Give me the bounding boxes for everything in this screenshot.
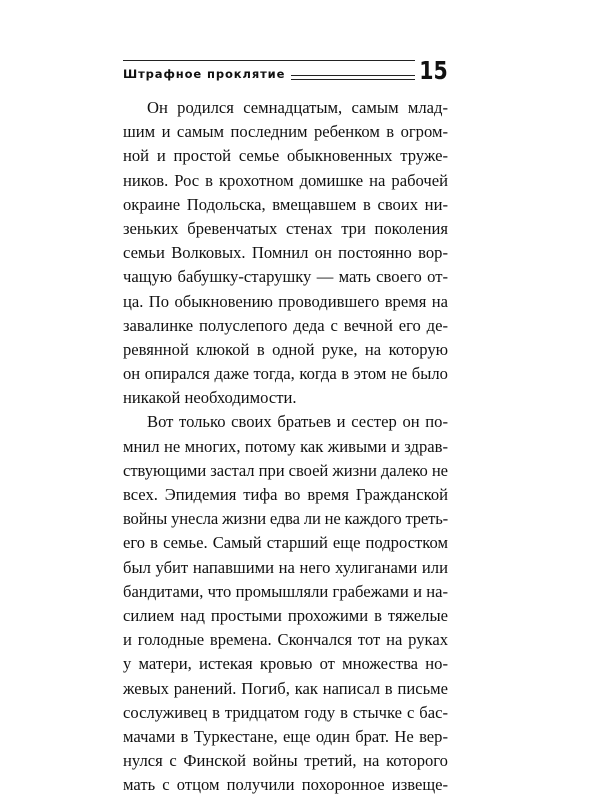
- text-line: ствующими застал при своей жизни далеко не: [123, 460, 448, 480]
- text-line: Он родился семнадцатым, самым млад-: [147, 98, 448, 117]
- text-line: мачами в Туркестане, еще один брат. Не вер-: [123, 726, 448, 746]
- text-line: ревянной клюкой в одной руке, на которую: [123, 339, 449, 359]
- text-line: никакой необходимости.: [123, 388, 297, 408]
- text-line: ца. По обыкновению проводившего время на: [123, 291, 448, 311]
- text-line: он опирался даже тогда, когда в этом не было: [123, 364, 448, 384]
- text-line: Вот только своих братьев и сестер он по-: [147, 412, 448, 432]
- text-line: окраине Подольска, вмещавшем в своих ни-: [123, 194, 448, 214]
- page-number: 15: [419, 56, 448, 85]
- text-line: войны унесла жизни едва ли не каждого треть-: [123, 509, 448, 529]
- text-line: чащую бабушку-старушку — мать своего от-: [123, 267, 449, 287]
- text-line: зеньких бревенчатых стенах три поколения: [123, 218, 449, 238]
- text-line: мнил не многих, потому как живыми и здрав-: [123, 436, 448, 456]
- header-rule-top: [123, 60, 415, 61]
- text-line: бандитами, что промышляли грабежами и на-: [123, 581, 449, 601]
- running-header: [123, 58, 448, 88]
- running-title: Штрафное проклятие: [123, 67, 291, 81]
- text-line: у матери, истекая кровью от множества но-: [123, 654, 448, 674]
- text-line: жевых ранений. Погиб, как написал в письме: [123, 678, 449, 698]
- text-line: шим и самым последним ребенком в огром-: [123, 122, 448, 142]
- text-line: сослуживец в тридцатом году в стычке с бас-: [123, 702, 448, 722]
- text-line: силием над простыми прохожими в тяжелые: [123, 605, 448, 625]
- text-line: всех. Эпидемия тифа во время Гражданской: [123, 485, 448, 504]
- text-line: и голодные времена. Скончался тот на руках: [123, 630, 449, 650]
- text-line: завалинке полуслепого деда с вечной его де-: [123, 315, 448, 335]
- body-text: [123, 96, 448, 797]
- text-line: ников. Рос в крохотном домишке на рабочей: [123, 170, 448, 190]
- text-line: его в семье. Самый старший еще подростком: [123, 533, 449, 553]
- text-line: был убит напавшими на него хулиганами или: [123, 557, 448, 577]
- text-line: мать с отцом получили похоронное извеще-: [123, 775, 449, 795]
- text-line: семьи Волковых. Помнил он постоянно вор-: [123, 243, 448, 263]
- text-line: нулся с Финской войны третий, на которого: [123, 751, 448, 771]
- text-line: ной и простой семье обыкновенных труже-: [123, 146, 448, 166]
